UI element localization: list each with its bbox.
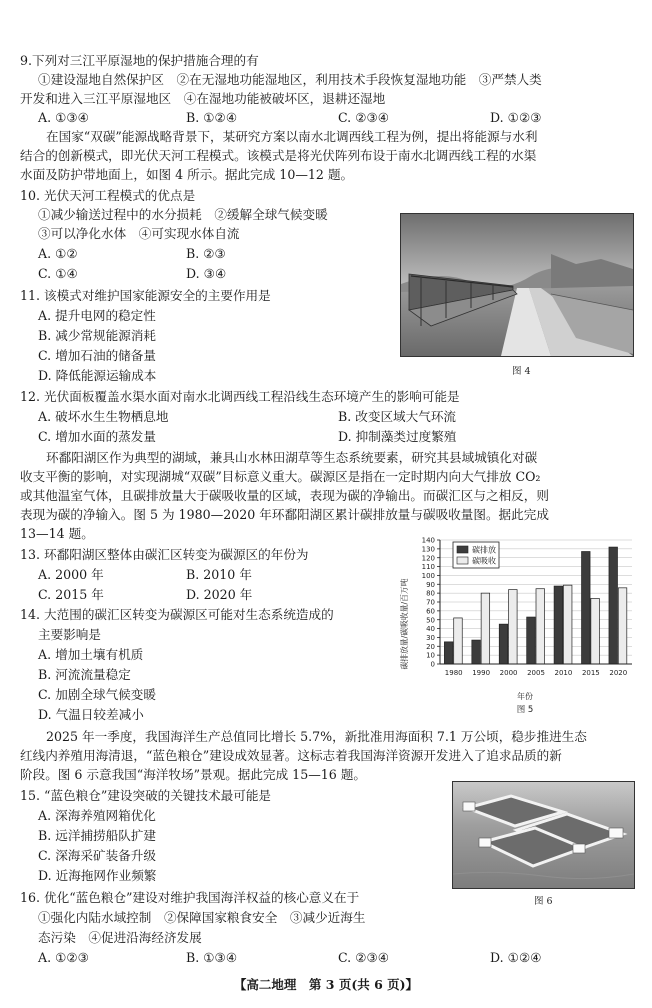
q10-option-a: A. ①② bbox=[38, 246, 78, 261]
legend-swatch-emission bbox=[457, 546, 468, 553]
q15-option-a: A. 深海养殖网箱优化 bbox=[38, 808, 156, 823]
q14-option-c: C. 加剧全球气候变暖 bbox=[38, 687, 156, 702]
q11-stem: 11. 该模式对维护国家能源安全的主要作用是 bbox=[20, 288, 271, 303]
q9-option-d: D. ①②③ bbox=[490, 110, 542, 125]
q9-items-2: 开发和进入三江平原湿地区 ④在湿地功能被破坏区，退耕还湿地 bbox=[20, 91, 386, 106]
x-tick-label: 2015 bbox=[581, 669, 600, 677]
intro-15-16-line1: 2025 年一季度，我国海洋生产总值同比增长 5.7%，新批准用海面积 7.1 万公顷，稳步推进生态 bbox=[46, 729, 587, 744]
y-tick-label: 100 bbox=[421, 572, 435, 581]
y-tick-label: 130 bbox=[421, 545, 435, 554]
legend-label-emission: 碳排放 bbox=[472, 545, 496, 555]
intro-13-14-line3: 或其他温室气体，且碳排放量大于碳吸收量的区域，表现为碳的净输出。而碳汇区与之相反，则 bbox=[20, 488, 549, 503]
q9-option-b: B. ①②④ bbox=[186, 110, 238, 125]
q9-items-1: ①建设湿地自然保护区 ②在无湿地功能湿地区，利用技术手段恢复湿地功能 ③严禁人类 bbox=[38, 72, 542, 87]
q14-stem-2: 主要影响是 bbox=[38, 627, 101, 642]
y-tick-label: 0 bbox=[430, 660, 435, 669]
q14-option-d: D. 气温日较差减小 bbox=[38, 707, 144, 722]
bar-碳排放-2010 bbox=[554, 586, 563, 664]
figure-4-caption: 图 4 bbox=[512, 366, 531, 377]
intro-13-14-line1: 环鄱阳湖区作为典型的湖域，兼具山水林田湖草等生态系统要素，研究其县域城镇化对碳 bbox=[46, 450, 538, 465]
q12-option-a: A. 破坏水生生物栖息地 bbox=[38, 409, 169, 424]
figure-6-caption: 图 6 bbox=[534, 896, 553, 907]
intro-13-14-line5: 13—14 题。 bbox=[20, 526, 94, 541]
q12-option-c: C. 增加水面的蒸发量 bbox=[38, 429, 156, 444]
q10-option-d: D. ③④ bbox=[186, 266, 227, 281]
q11-option-a: A. 提升电网的稳定性 bbox=[38, 308, 156, 323]
bar-碳排放-1980 bbox=[444, 642, 453, 664]
bar-碳吸收-2015 bbox=[591, 598, 600, 664]
y-tick-label: 80 bbox=[426, 589, 435, 598]
intro-13-14-line4: 表现为碳的净输入。图 5 为 1980—2020 年环鄱阳湖区累计碳排放量与碳吸收量图。据此完成 bbox=[20, 507, 549, 522]
bar-碳吸收-2020 bbox=[618, 588, 627, 664]
y-tick-label: 10 bbox=[426, 651, 435, 660]
q14-stem-1: 14. 大范围的碳汇区转变为碳源区可能对生态系统造成的 bbox=[20, 607, 334, 622]
q15-stem: 15. “蓝色粮仓”建设突破的关键技术最可能是 bbox=[20, 788, 272, 803]
y-tick-label: 120 bbox=[421, 554, 435, 563]
q12-stem: 12. 光伏面板覆盖水渠水面对南水北调西线工程沿线生态环境产生的影响可能是 bbox=[20, 389, 460, 404]
bar-碳吸收-2005 bbox=[536, 589, 545, 664]
intro-10-12-line2: 结合的创新模式，即光伏天河工程模式。该模式是将光伏阵列布设于南水北调西线工程的水渠 bbox=[20, 148, 537, 163]
intro-15-16-line3: 阶段。图 6 示意我国“海洋牧场”景观。据此完成 15—16 题。 bbox=[20, 767, 367, 782]
y-tick-label: 60 bbox=[426, 607, 435, 616]
q16-option-d: D. ①②④ bbox=[490, 950, 542, 965]
figure-4-photo bbox=[400, 213, 634, 357]
ocean-ranch-illustration bbox=[453, 782, 634, 888]
figure-5-chart bbox=[398, 536, 638, 716]
q12-option-b: B. 改变区域大气环流 bbox=[338, 409, 457, 424]
q10-option-c: C. ①④ bbox=[38, 266, 78, 281]
q11-option-b: B. 减少常规能源消耗 bbox=[38, 328, 157, 343]
x-tick-label: 2000 bbox=[499, 669, 518, 677]
q13-option-d: D. 2020 年 bbox=[186, 587, 253, 602]
q9-option-a: A. ①③④ bbox=[38, 110, 89, 125]
q16-option-b: B. ①③④ bbox=[186, 950, 238, 965]
q15-option-b: B. 远洋捕捞船队扩建 bbox=[38, 828, 157, 843]
y-tick-label: 110 bbox=[421, 563, 435, 572]
figure-6-photo bbox=[452, 781, 635, 889]
x-tick-label: 2020 bbox=[609, 669, 628, 677]
bar-碳吸收-2000 bbox=[509, 590, 518, 664]
bar-碳排放-2000 bbox=[499, 624, 508, 664]
bar-碳吸收-2010 bbox=[563, 585, 572, 664]
bar-碳吸收-1990 bbox=[481, 593, 490, 664]
legend-label-absorption: 碳吸收 bbox=[472, 556, 496, 566]
q9-stem: 9.下列对三江平原湿地的保护措施合理的有 bbox=[20, 53, 259, 68]
bar-碳排放-1990 bbox=[472, 640, 481, 664]
q16-items-1: ①强化内陆水域控制 ②保障国家粮食安全 ③减少近海生 bbox=[38, 910, 366, 925]
intro-15-16-line2: 红线内养殖用海清退，“蓝色粮仓”建设成效显著。这标志着我国海洋资源开发进入了追求品质的新 bbox=[20, 748, 562, 763]
y-tick-label: 140 bbox=[421, 536, 435, 545]
q11-option-d: D. 降低能源运输成本 bbox=[38, 368, 157, 383]
bar-碳吸收-1980 bbox=[454, 618, 463, 664]
q15-option-c: C. 深海采矿装备升级 bbox=[38, 848, 156, 863]
x-tick-label: 1980 bbox=[444, 669, 463, 677]
y-tick-label: 90 bbox=[426, 580, 435, 589]
legend-swatch-absorption bbox=[457, 557, 468, 564]
q11-option-c: C. 增加石油的储备量 bbox=[38, 348, 156, 363]
bar-碳排放-2020 bbox=[609, 547, 618, 664]
q9-option-c: C. ②③④ bbox=[338, 110, 390, 125]
chart-x-axis-label: 年份 bbox=[517, 692, 533, 701]
q13-option-b: B. 2010 年 bbox=[186, 567, 252, 582]
q13-option-a: A. 2000 年 bbox=[38, 567, 104, 582]
q10-items-1: ①减少输送过程中的水分损耗 ②缓解全球气候变暖 bbox=[38, 207, 328, 222]
chart-caption: 图 5 bbox=[516, 705, 534, 715]
y-tick-label: 40 bbox=[426, 625, 435, 634]
q15-option-d: D. 近海拖网作业频繁 bbox=[38, 868, 157, 883]
x-tick-label: 2005 bbox=[527, 669, 545, 677]
q12-option-d: D. 抑制藻类过度繁殖 bbox=[338, 429, 457, 444]
intro-10-12-line1: 在国家“双碳”能源战略背景下，某研究方案以南水北调西线工程为例，提出将能源与水利 bbox=[46, 129, 538, 144]
y-tick-label: 50 bbox=[426, 616, 435, 625]
q16-option-c: C. ②③④ bbox=[338, 950, 390, 965]
x-tick-label: 2010 bbox=[554, 669, 573, 677]
y-tick-label: 30 bbox=[426, 634, 435, 643]
q10-option-b: B. ②③ bbox=[186, 246, 226, 261]
chart-y-axis-label: 碳排放量/碳吸收量/百万吨 bbox=[400, 578, 409, 670]
solar-canal-illustration bbox=[401, 214, 633, 356]
q14-option-b: B. 河流流量稳定 bbox=[38, 667, 131, 682]
page-footer: 【高二地理 第 3 页(共 6 页)】 bbox=[233, 977, 419, 992]
q16-items-2: 态污染 ④促进沿海经济发展 bbox=[38, 930, 202, 945]
q16-option-a: A. ①②③ bbox=[38, 950, 89, 965]
x-tick-label: 1990 bbox=[472, 669, 491, 677]
q13-stem: 13. 环鄱阳湖区整体由碳汇区转变为碳源区的年份为 bbox=[20, 547, 309, 562]
y-tick-label: 20 bbox=[426, 642, 435, 651]
bar-碳排放-2005 bbox=[527, 617, 536, 664]
y-tick-label: 70 bbox=[426, 598, 435, 607]
intro-13-14-line2: 收支平衡的影响，对实现湖城“双碳”目标意义重大。碳源区是指在一定时期内向大气排放 CO₂ bbox=[20, 469, 541, 484]
q16-stem: 16. 优化“蓝色粮仓”建设对维护我国海洋权益的核心意义在于 bbox=[20, 890, 360, 905]
q10-items-2: ③可以净化水体 ④可实现水体自流 bbox=[38, 226, 240, 241]
bar-碳排放-2015 bbox=[582, 552, 591, 664]
intro-10-12-line3: 水面及防护带地面上，如图 4 所示。据此完成 10—12 题。 bbox=[20, 167, 354, 182]
q13-option-c: C. 2015 年 bbox=[38, 587, 104, 602]
q10-stem: 10. 光伏天河工程模式的优点是 bbox=[20, 188, 196, 203]
q14-option-a: A. 增加土壤有机质 bbox=[38, 647, 144, 662]
